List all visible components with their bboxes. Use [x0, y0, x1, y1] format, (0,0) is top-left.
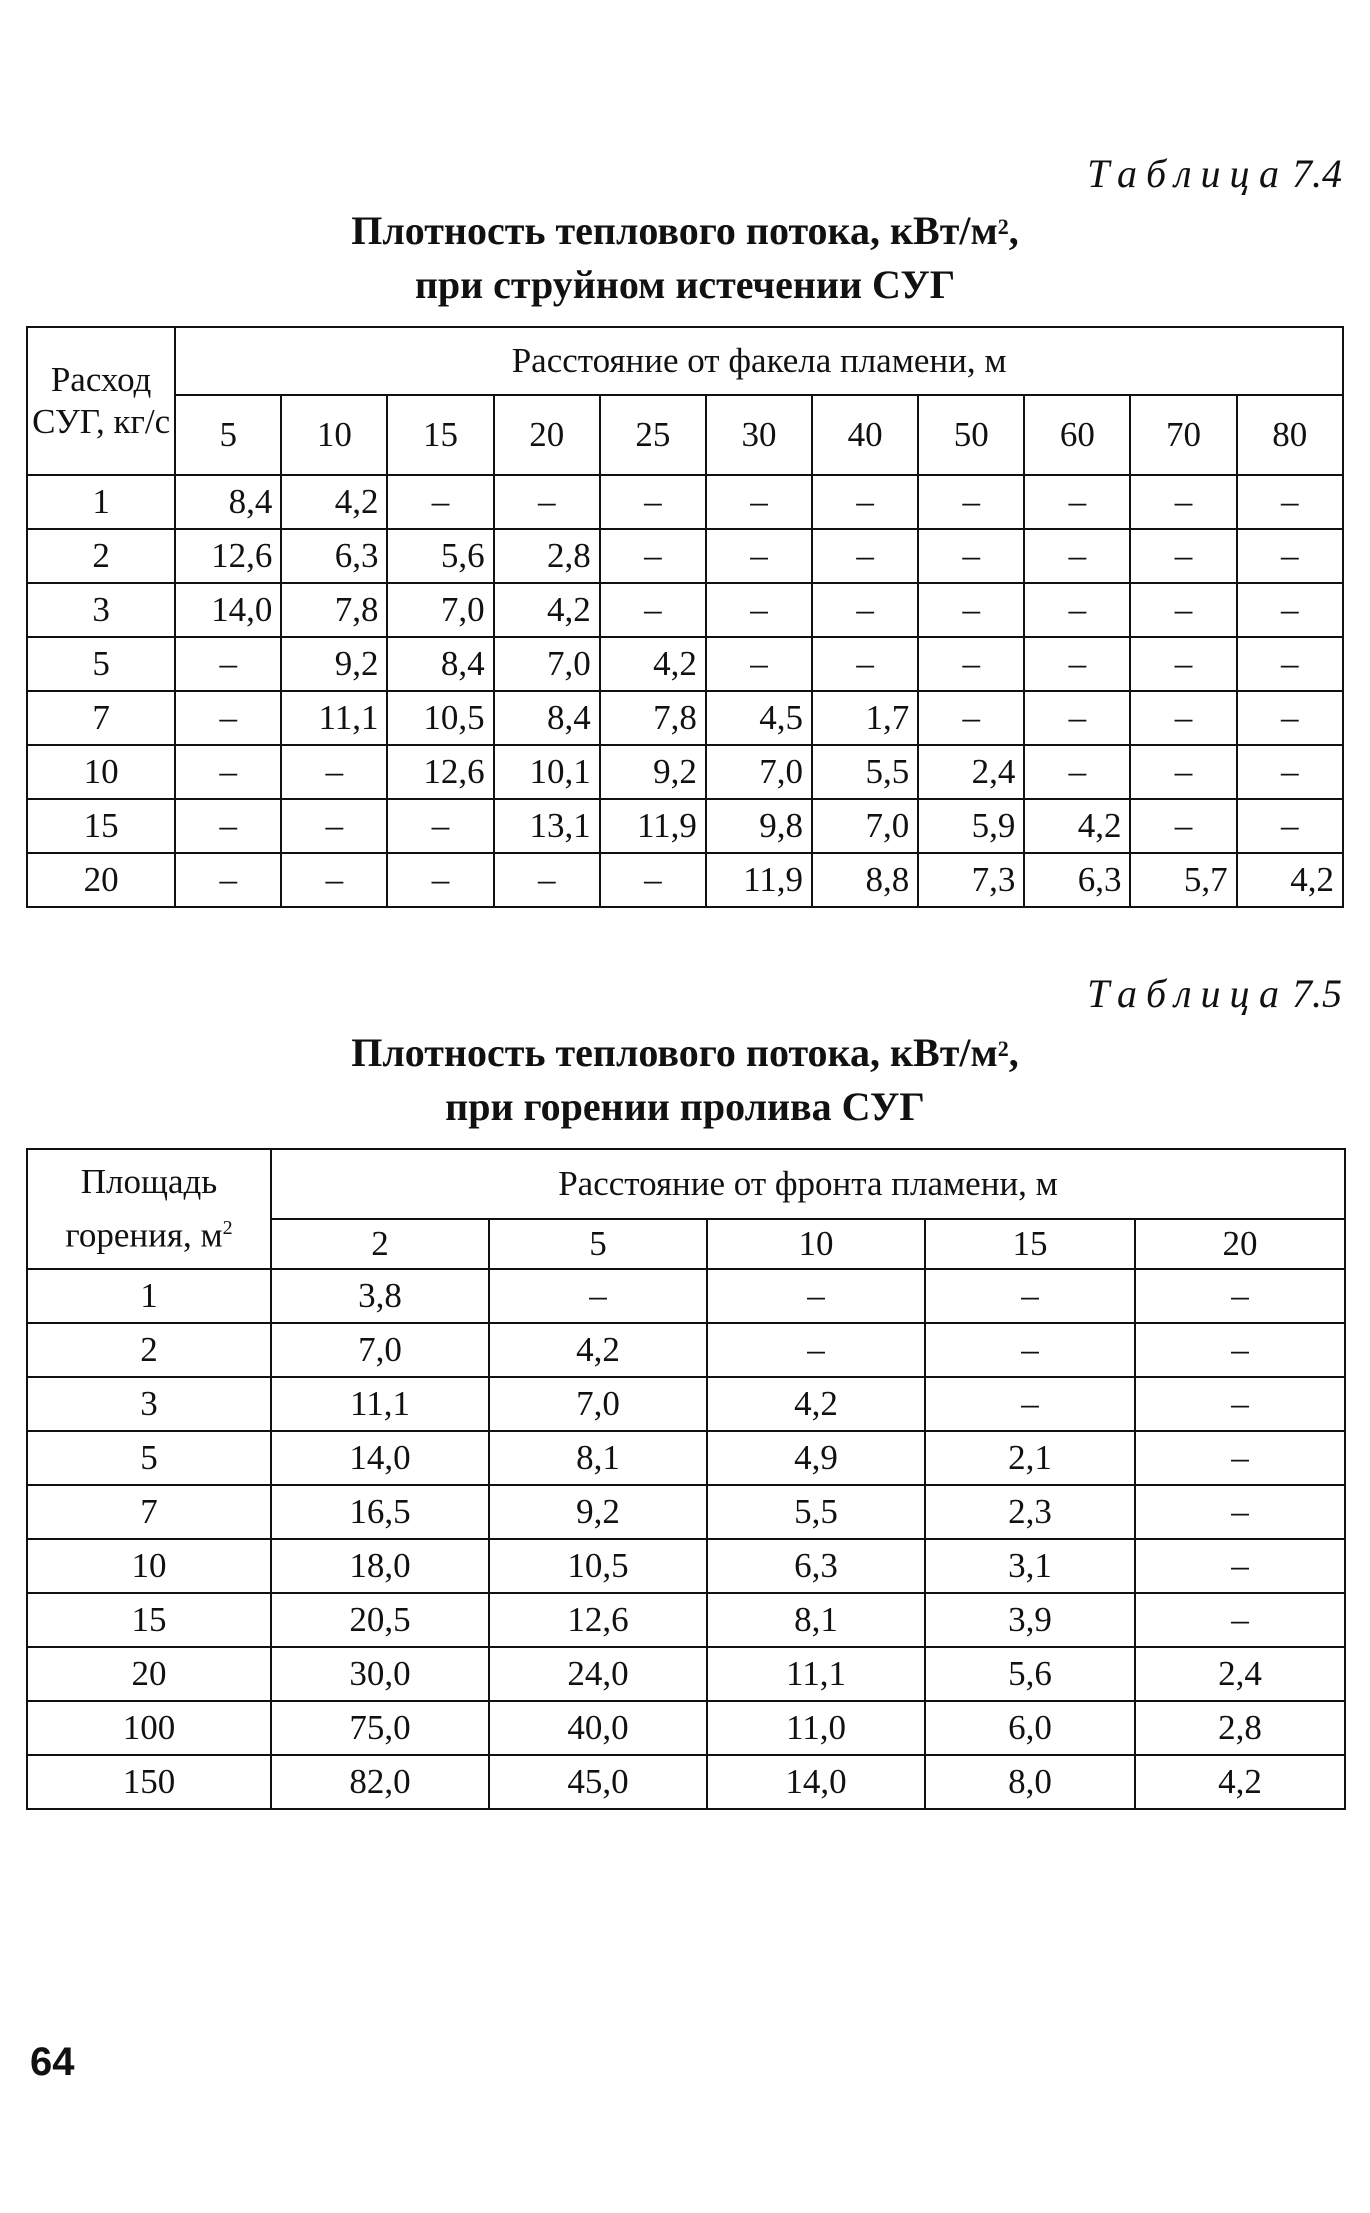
value-cell: 4,2 — [281, 475, 387, 529]
distance-header-cell: 5 — [175, 395, 281, 475]
corner-header-text: Площадь горения, м — [65, 1162, 223, 1255]
table-row — [27, 529, 1343, 583]
row-header-cell: 100 — [27, 1701, 271, 1755]
row-header-cell: 7 — [27, 1485, 271, 1539]
value-cell: – — [918, 529, 1024, 583]
table-7-5 — [26, 1148, 1346, 1810]
row-header-cell: 5 — [27, 637, 175, 691]
value-cell: – — [281, 853, 387, 907]
value-cell: 11,9 — [706, 853, 812, 907]
value-cell: – — [175, 691, 281, 745]
row-header-cell: 20 — [27, 1647, 271, 1701]
value-cell: – — [1135, 1377, 1345, 1431]
group-header: Расстояние от фронта пламени, м — [271, 1149, 1345, 1219]
value-cell: 7,8 — [281, 583, 387, 637]
value-cell: 11,1 — [707, 1647, 925, 1701]
table-body — [27, 475, 1343, 907]
value-cell: 10,1 — [494, 745, 600, 799]
row-header-cell: 5 — [27, 1431, 271, 1485]
value-cell: 6,3 — [281, 529, 387, 583]
value-cell: – — [1135, 1269, 1345, 1323]
distance-header-cell: 15 — [387, 395, 493, 475]
value-cell: – — [1024, 529, 1130, 583]
distance-header-cell: 10 — [707, 1219, 925, 1269]
value-cell: 12,6 — [489, 1593, 707, 1647]
row-header-cell: 3 — [27, 1377, 271, 1431]
value-cell: 10,5 — [489, 1539, 707, 1593]
value-cell: – — [812, 475, 918, 529]
table-7-4-title — [0, 204, 1370, 312]
value-cell: – — [918, 637, 1024, 691]
title-line-2: при струйном истечении СУГ — [414, 262, 956, 307]
value-cell: 2,4 — [1135, 1647, 1345, 1701]
table-row — [27, 1377, 1345, 1431]
table-row — [27, 745, 1343, 799]
value-cell: 9,2 — [489, 1485, 707, 1539]
value-cell: – — [1237, 691, 1343, 745]
distance-header-cell: 30 — [706, 395, 812, 475]
value-cell: – — [1130, 583, 1236, 637]
value-cell: 7,0 — [494, 637, 600, 691]
value-cell: – — [1237, 799, 1343, 853]
value-cell: – — [707, 1269, 925, 1323]
value-cell: 6,3 — [707, 1539, 925, 1593]
row-header-cell: 3 — [27, 583, 175, 637]
table-header-row — [27, 1149, 1345, 1219]
value-cell: – — [706, 529, 812, 583]
distance-header-cell: 25 — [600, 395, 706, 475]
page-number: 64 — [30, 2040, 75, 2084]
value-cell: 14,0 — [707, 1755, 925, 1809]
distance-header-row — [27, 395, 1343, 475]
distance-header-cell: 5 — [489, 1219, 707, 1269]
table-row — [27, 1755, 1345, 1809]
table-row — [27, 1593, 1345, 1647]
distance-header-cell: 15 — [925, 1219, 1135, 1269]
value-cell: – — [281, 745, 387, 799]
value-cell: – — [600, 583, 706, 637]
value-cell: 2,3 — [925, 1485, 1135, 1539]
table-row — [27, 1485, 1345, 1539]
value-cell: – — [600, 475, 706, 529]
row-header-cell: 10 — [27, 745, 175, 799]
row-header-cell: 10 — [27, 1539, 271, 1593]
value-cell: 4,2 — [1237, 853, 1343, 907]
value-cell: – — [1130, 691, 1236, 745]
title-line-2: при горении пролива СУГ — [445, 1084, 925, 1129]
value-cell: 3,8 — [271, 1269, 489, 1323]
value-cell: – — [706, 637, 812, 691]
value-cell: 4,9 — [707, 1431, 925, 1485]
distance-header-cell: 80 — [1237, 395, 1343, 475]
title-superscript: 2 — [997, 214, 1009, 239]
value-cell: – — [1237, 637, 1343, 691]
value-cell: 11,1 — [281, 691, 387, 745]
title-text: Плотность теплового потока, кВт/м — [351, 208, 998, 253]
corner-header — [27, 1149, 271, 1269]
value-cell: – — [925, 1377, 1135, 1431]
value-cell: 5,6 — [925, 1647, 1135, 1701]
table-body — [27, 1269, 1345, 1809]
value-cell: 14,0 — [271, 1431, 489, 1485]
value-cell: – — [175, 853, 281, 907]
value-cell: 40,0 — [489, 1701, 707, 1755]
row-header-cell: 2 — [27, 1323, 271, 1377]
value-cell: – — [494, 475, 600, 529]
value-cell: 6,3 — [1024, 853, 1130, 907]
table-row — [27, 637, 1343, 691]
table-label-number: 7.4 — [1292, 151, 1342, 196]
value-cell: 11,1 — [271, 1377, 489, 1431]
value-cell: 5,5 — [812, 745, 918, 799]
title-punct: , — [1008, 1030, 1019, 1075]
row-header-cell: 1 — [27, 475, 175, 529]
group-header: Расстояние от факела пламени, м — [175, 327, 1343, 395]
table-row — [27, 1539, 1345, 1593]
value-cell: – — [812, 637, 918, 691]
title-line-1 — [0, 204, 1370, 258]
value-cell: 11,0 — [707, 1701, 925, 1755]
value-cell: – — [1130, 529, 1236, 583]
row-header-cell: 7 — [27, 691, 175, 745]
value-cell: 5,9 — [918, 799, 1024, 853]
table-row — [27, 583, 1343, 637]
value-cell: – — [1237, 475, 1343, 529]
value-cell: 4,5 — [706, 691, 812, 745]
table-label-word: Таблица — [1087, 151, 1288, 196]
table-row — [27, 691, 1343, 745]
value-cell: 20,5 — [271, 1593, 489, 1647]
row-header-cell: 20 — [27, 853, 175, 907]
value-cell: 1,7 — [812, 691, 918, 745]
value-cell: – — [1024, 475, 1130, 529]
table-row — [27, 475, 1343, 529]
title-text: Плотность теплового потока, кВт/м — [351, 1030, 998, 1075]
value-cell: – — [1024, 691, 1130, 745]
table-row — [27, 1647, 1345, 1701]
row-header-cell: 15 — [27, 799, 175, 853]
value-cell: 82,0 — [271, 1755, 489, 1809]
corner-header: Расход СУГ, кг/с — [27, 327, 175, 475]
distance-header-cell: 40 — [812, 395, 918, 475]
value-cell: – — [281, 799, 387, 853]
value-cell: 8,4 — [175, 475, 281, 529]
value-cell: 18,0 — [271, 1539, 489, 1593]
value-cell: 2,8 — [1135, 1701, 1345, 1755]
value-cell: 2,1 — [925, 1431, 1135, 1485]
corner-header-superscript: 2 — [222, 1217, 233, 1240]
row-header-cell: 15 — [27, 1593, 271, 1647]
value-cell: – — [1237, 745, 1343, 799]
value-cell: – — [925, 1269, 1135, 1323]
value-cell: 4,2 — [600, 637, 706, 691]
value-cell: 75,0 — [271, 1701, 489, 1755]
value-cell: 16,5 — [271, 1485, 489, 1539]
value-cell: – — [387, 475, 493, 529]
table-row — [27, 1269, 1345, 1323]
title-line-1 — [0, 1026, 1370, 1080]
value-cell: 5,5 — [707, 1485, 925, 1539]
row-header-cell: 150 — [27, 1755, 271, 1809]
table-label-number: 7.5 — [1292, 971, 1342, 1016]
value-cell: – — [918, 691, 1024, 745]
table-7-5-label — [1087, 970, 1342, 1017]
title-punct: , — [1008, 208, 1019, 253]
distance-header-cell: 60 — [1024, 395, 1130, 475]
value-cell: 30,0 — [271, 1647, 489, 1701]
table-label-word: Таблица — [1087, 971, 1288, 1016]
value-cell: 3,1 — [925, 1539, 1135, 1593]
value-cell: 13,1 — [494, 799, 600, 853]
value-cell: – — [1130, 745, 1236, 799]
value-cell: 4,2 — [494, 583, 600, 637]
value-cell: 8,4 — [494, 691, 600, 745]
value-cell: 4,2 — [1135, 1755, 1345, 1809]
value-cell: – — [1024, 637, 1130, 691]
value-cell: 10,5 — [387, 691, 493, 745]
value-cell: – — [1024, 583, 1130, 637]
value-cell: – — [175, 745, 281, 799]
value-cell: – — [925, 1323, 1135, 1377]
value-cell: – — [1237, 529, 1343, 583]
value-cell: 2,4 — [918, 745, 1024, 799]
table-7-4-label — [1087, 150, 1342, 197]
value-cell: 7,8 — [600, 691, 706, 745]
value-cell: 7,0 — [489, 1377, 707, 1431]
value-cell: – — [1135, 1431, 1345, 1485]
value-cell: – — [812, 583, 918, 637]
value-cell: 5,7 — [1130, 853, 1236, 907]
row-header-cell: 2 — [27, 529, 175, 583]
title-superscript: 2 — [997, 1036, 1009, 1061]
value-cell: – — [1130, 799, 1236, 853]
value-cell: 6,0 — [925, 1701, 1135, 1755]
value-cell: 8,1 — [489, 1431, 707, 1485]
value-cell: 7,0 — [812, 799, 918, 853]
value-cell: 24,0 — [489, 1647, 707, 1701]
value-cell: – — [387, 853, 493, 907]
value-cell: 2,8 — [494, 529, 600, 583]
table-row — [27, 1431, 1345, 1485]
distance-header-cell: 2 — [271, 1219, 489, 1269]
value-cell: 9,8 — [706, 799, 812, 853]
value-cell: 5,6 — [387, 529, 493, 583]
value-cell: 7,0 — [706, 745, 812, 799]
value-cell: – — [1130, 475, 1236, 529]
value-cell: – — [707, 1323, 925, 1377]
value-cell: 4,2 — [489, 1323, 707, 1377]
table-row — [27, 1323, 1345, 1377]
table-row — [27, 853, 1343, 907]
value-cell: – — [918, 583, 1024, 637]
value-cell: 9,2 — [600, 745, 706, 799]
value-cell: – — [1135, 1485, 1345, 1539]
value-cell: 8,8 — [812, 853, 918, 907]
distance-header-cell: 10 — [281, 395, 387, 475]
value-cell: – — [706, 475, 812, 529]
value-cell: – — [1135, 1593, 1345, 1647]
value-cell: 12,6 — [175, 529, 281, 583]
distance-header-cell: 20 — [1135, 1219, 1345, 1269]
distance-header-cell: 20 — [494, 395, 600, 475]
table-header-row — [27, 327, 1343, 395]
value-cell: 4,2 — [707, 1377, 925, 1431]
value-cell: 45,0 — [489, 1755, 707, 1809]
value-cell: 7,0 — [271, 1323, 489, 1377]
table-7-5-title — [0, 1026, 1370, 1134]
value-cell: – — [812, 529, 918, 583]
value-cell: – — [494, 853, 600, 907]
value-cell: – — [1130, 637, 1236, 691]
value-cell: 7,3 — [918, 853, 1024, 907]
value-cell: 7,0 — [387, 583, 493, 637]
value-cell: 14,0 — [175, 583, 281, 637]
value-cell: – — [489, 1269, 707, 1323]
value-cell: 12,6 — [387, 745, 493, 799]
distance-header-cell: 70 — [1130, 395, 1236, 475]
table-row — [27, 799, 1343, 853]
value-cell: 4,2 — [1024, 799, 1130, 853]
value-cell: 11,9 — [600, 799, 706, 853]
value-cell: 3,9 — [925, 1593, 1135, 1647]
value-cell: – — [918, 475, 1024, 529]
table-7-4 — [26, 326, 1344, 908]
value-cell: – — [1135, 1323, 1345, 1377]
value-cell: – — [600, 853, 706, 907]
value-cell: 8,0 — [925, 1755, 1135, 1809]
value-cell: 8,4 — [387, 637, 493, 691]
value-cell: – — [1024, 745, 1130, 799]
value-cell: 9,2 — [281, 637, 387, 691]
value-cell: – — [387, 799, 493, 853]
value-cell: – — [175, 799, 281, 853]
value-cell: – — [1135, 1539, 1345, 1593]
value-cell: – — [706, 583, 812, 637]
distance-header-cell: 50 — [918, 395, 1024, 475]
value-cell: 8,1 — [707, 1593, 925, 1647]
row-header-cell: 1 — [27, 1269, 271, 1323]
value-cell: – — [600, 529, 706, 583]
value-cell: – — [175, 637, 281, 691]
value-cell: – — [1237, 583, 1343, 637]
table-row — [27, 1701, 1345, 1755]
